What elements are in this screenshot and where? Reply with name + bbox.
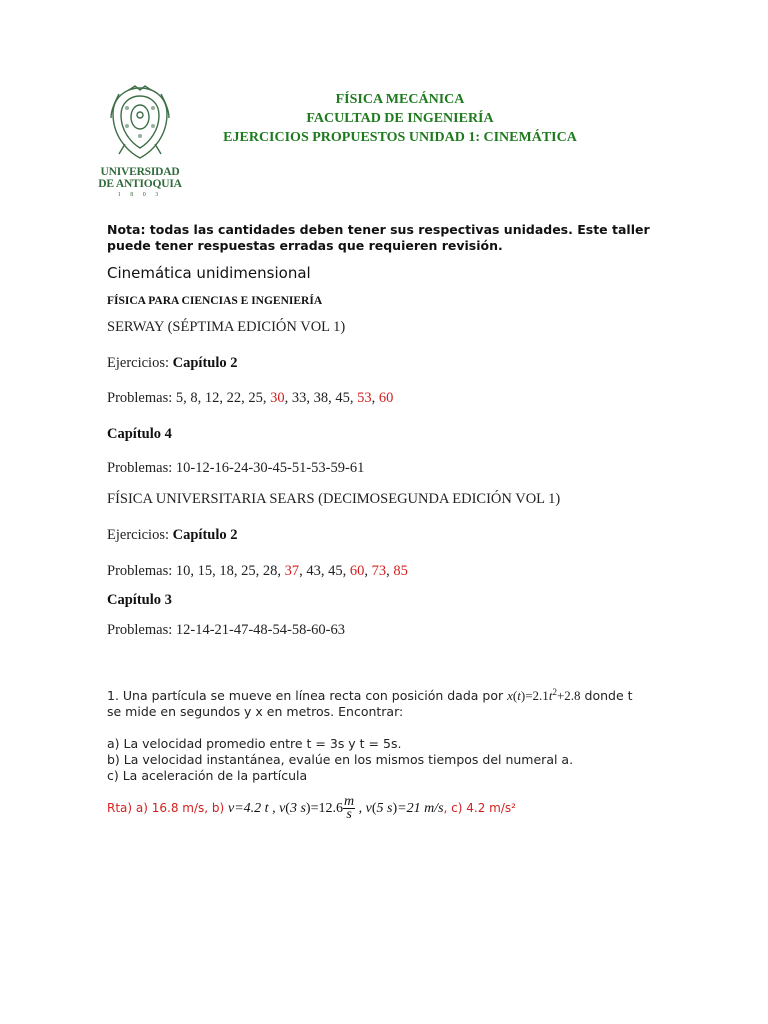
section-title: Cinemática unidimensional xyxy=(107,264,311,282)
problem-1: 1. Una partícula se mueve en línea recta con posición dada por $x(t)=2.1t^2+2.8$ donde t se mide en segundos y x en metros. Encontrar: a) La velocidad promedio entre t = 3s y t = 5s. b) La velocidad instantánea, evalúe en los mismos tiempos del numeral a. c) La aceleración de la partícula xyxy=(107,684,633,784)
problem-number: 45 xyxy=(335,390,350,406)
serway-cap4-problems: Problemas: 10-12-16-24-30-45-51-53-59-61 xyxy=(107,460,365,476)
problem-number: 53 xyxy=(357,390,372,406)
problem-number: 60 xyxy=(349,563,365,579)
problem-list: 10, 15, 18, 25, 28, 37, 43, 45, 60, 73, 85 xyxy=(175,563,408,579)
problem-number: 33 xyxy=(291,390,307,406)
sears-ejercicios-line: Ejercicios: Capítulo 2 xyxy=(107,527,238,543)
problem-number: 45 xyxy=(328,563,343,579)
sears-cap2-problems: Problemas: 10, 15, 18, 25, 28, 37, 43, 45, 60, 73, 85 xyxy=(107,563,408,579)
item-c: c) La aceleración de la partícula xyxy=(107,768,308,784)
university-logo xyxy=(97,84,183,198)
answer-line: Rta) a) 16.8 m/s, b) v=4.2 t , v(3 s)=12.6 $\frac{m}{s}$ , v(5 s)=21 m/s, c) 4.2 m/s² xyxy=(107,794,516,822)
problem-list: 5, 8, 12, 22, 25, 30, 33, 38, 45, 53, 60 xyxy=(175,390,394,406)
problem-number: 25 xyxy=(248,390,263,406)
item-a: a) La velocidad promedio entre t = 3s y t = 5s. xyxy=(107,736,402,752)
sears-cap3-label: Capítulo 3 xyxy=(107,592,172,608)
problem-number: 15 xyxy=(197,563,213,579)
problem-number: 10 xyxy=(175,563,191,579)
sears-cap3-problems: Problemas: 12-14-21-47-48-54-58-60-63 xyxy=(107,622,345,638)
course-title: FÍSICA MECÁNICA xyxy=(335,92,465,107)
item-b: b) La velocidad instantánea, evalúe en los mismos tiempos del numeral a. xyxy=(107,752,574,768)
fraction: $\frac{m}{s}$ xyxy=(343,794,355,822)
problem-number: 5 xyxy=(175,390,184,406)
problem-1-line1: 1. Una partícula se mueve en línea recta con posición dada por $x(t)=2.1t^2+2.8$ donde t xyxy=(107,687,633,704)
sears-edition: FÍSICA UNIVERSITARIA SEARS (DECIMOSEGUNDA EDICIÓN VOL 1) xyxy=(107,491,561,507)
serway-book-title: FÍSICA PARA CIENCIAS E INGENIERÍA xyxy=(107,295,323,307)
university-name: UNIVERSIDAD DE ANTIOQUIA xyxy=(98,166,182,190)
problem-number: 22 xyxy=(226,390,242,406)
problem-number: 85 xyxy=(393,563,408,579)
unit-title: EJERCICIOS PROPUESTOS UNIDAD 1: CINEMÁTICA xyxy=(223,130,577,145)
problem-number: 30 xyxy=(270,390,285,406)
university-year: 1 8 0 3 xyxy=(117,192,163,198)
problem-number: 18 xyxy=(219,563,234,579)
problem-number: 73 xyxy=(371,563,387,579)
note-paragraph: Nota: todas las cantidades deben tener sus respectivas unidades. Este taller puede tener respuestas erradas que requieren revisión. xyxy=(107,222,650,253)
problem-number: 37 xyxy=(284,563,300,579)
serway-ejercicios-line: Ejercicios: Capítulo 2 xyxy=(107,355,238,371)
faculty-title: FACULTAD DE INGENIERÍA xyxy=(306,111,494,126)
problem-number: 28 xyxy=(262,563,278,579)
problem-number: 8 xyxy=(190,390,198,406)
problem-number: 25 xyxy=(241,563,256,579)
university-seal-icon xyxy=(105,84,175,162)
serway-cap4-label: Capítulo 4 xyxy=(107,426,172,442)
problem-number: 38 xyxy=(313,390,329,406)
problem-number: 12 xyxy=(204,390,220,406)
problem-number: 43 xyxy=(306,563,321,579)
serway-edition: SERWAY (SÉPTIMA EDICIÓN VOL 1) xyxy=(107,319,346,335)
document-header xyxy=(190,90,610,147)
serway-cap2-problems: Problemas: 5, 8, 12, 22, 25, 30, 33, 38, 45, 53, 60 xyxy=(107,390,394,406)
problem-number: 60 xyxy=(378,390,394,406)
